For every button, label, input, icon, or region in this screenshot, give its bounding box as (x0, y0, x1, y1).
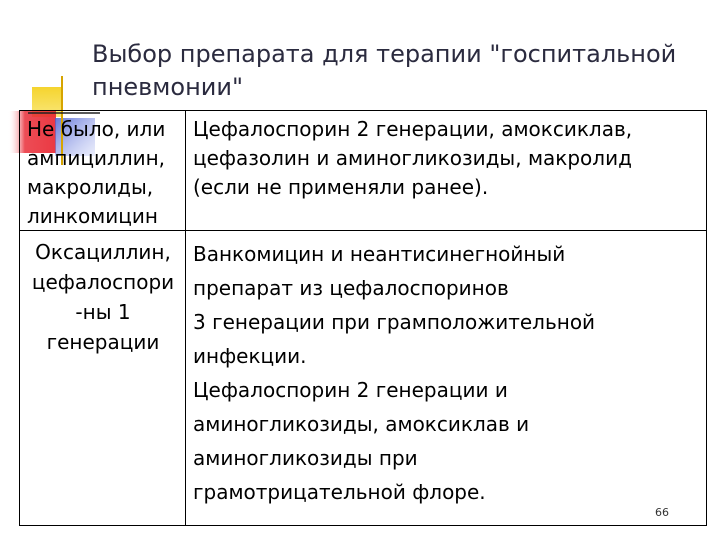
cell-text-line: препарат из цефалоспоринов (193, 276, 509, 300)
cell-text-line: Цефалоспорин 2 генерации и (193, 378, 508, 402)
cell-text-line: -ны 1 (75, 300, 131, 324)
cell-text-line: инфекции. (193, 344, 307, 368)
cell-text-line: аминогликозиды, амоксиклав и (193, 412, 530, 436)
row-2-therapy-cell (193, 237, 703, 509)
cell-text-line: Ванкомицин и неантисинегнойный (193, 242, 566, 266)
row-1-therapy-cell (193, 115, 703, 202)
cell-text-line: цефалоспори (31, 270, 175, 294)
cell-text-line: ампициллин, (27, 146, 166, 170)
therapy-table (19, 110, 707, 526)
cell-text-line: генерации (46, 330, 160, 354)
row-1-condition-cell (27, 115, 187, 231)
page-number: 66 (655, 506, 669, 519)
slide-title-line-1: Выбор препарата для терапии "госпитальной (92, 40, 677, 68)
cell-text-line: Цефалоспорин 2 генерации, амоксиклав, (193, 117, 633, 141)
row-2-condition-cell (20, 237, 186, 357)
cell-text-line: (если не применяли ранее). (193, 175, 489, 199)
cell-text-line: 3 генерации при грамположительной (193, 310, 596, 334)
cell-text-line: Не было, или (27, 117, 166, 141)
cell-text-line: линкомицин (27, 204, 158, 228)
slide-title (92, 38, 702, 104)
cell-text-line: Оксациллин, (35, 240, 171, 264)
cell-text-line: макролиды, (27, 175, 154, 199)
slide-title-line-2: пневмонии" (92, 73, 244, 101)
cell-text-line: аминогликозиды при (193, 446, 418, 470)
cell-text-line: грамотрицательной флоре. (193, 480, 486, 504)
cell-text-line: цефазолин и аминогликозиды, макролид (193, 146, 632, 170)
